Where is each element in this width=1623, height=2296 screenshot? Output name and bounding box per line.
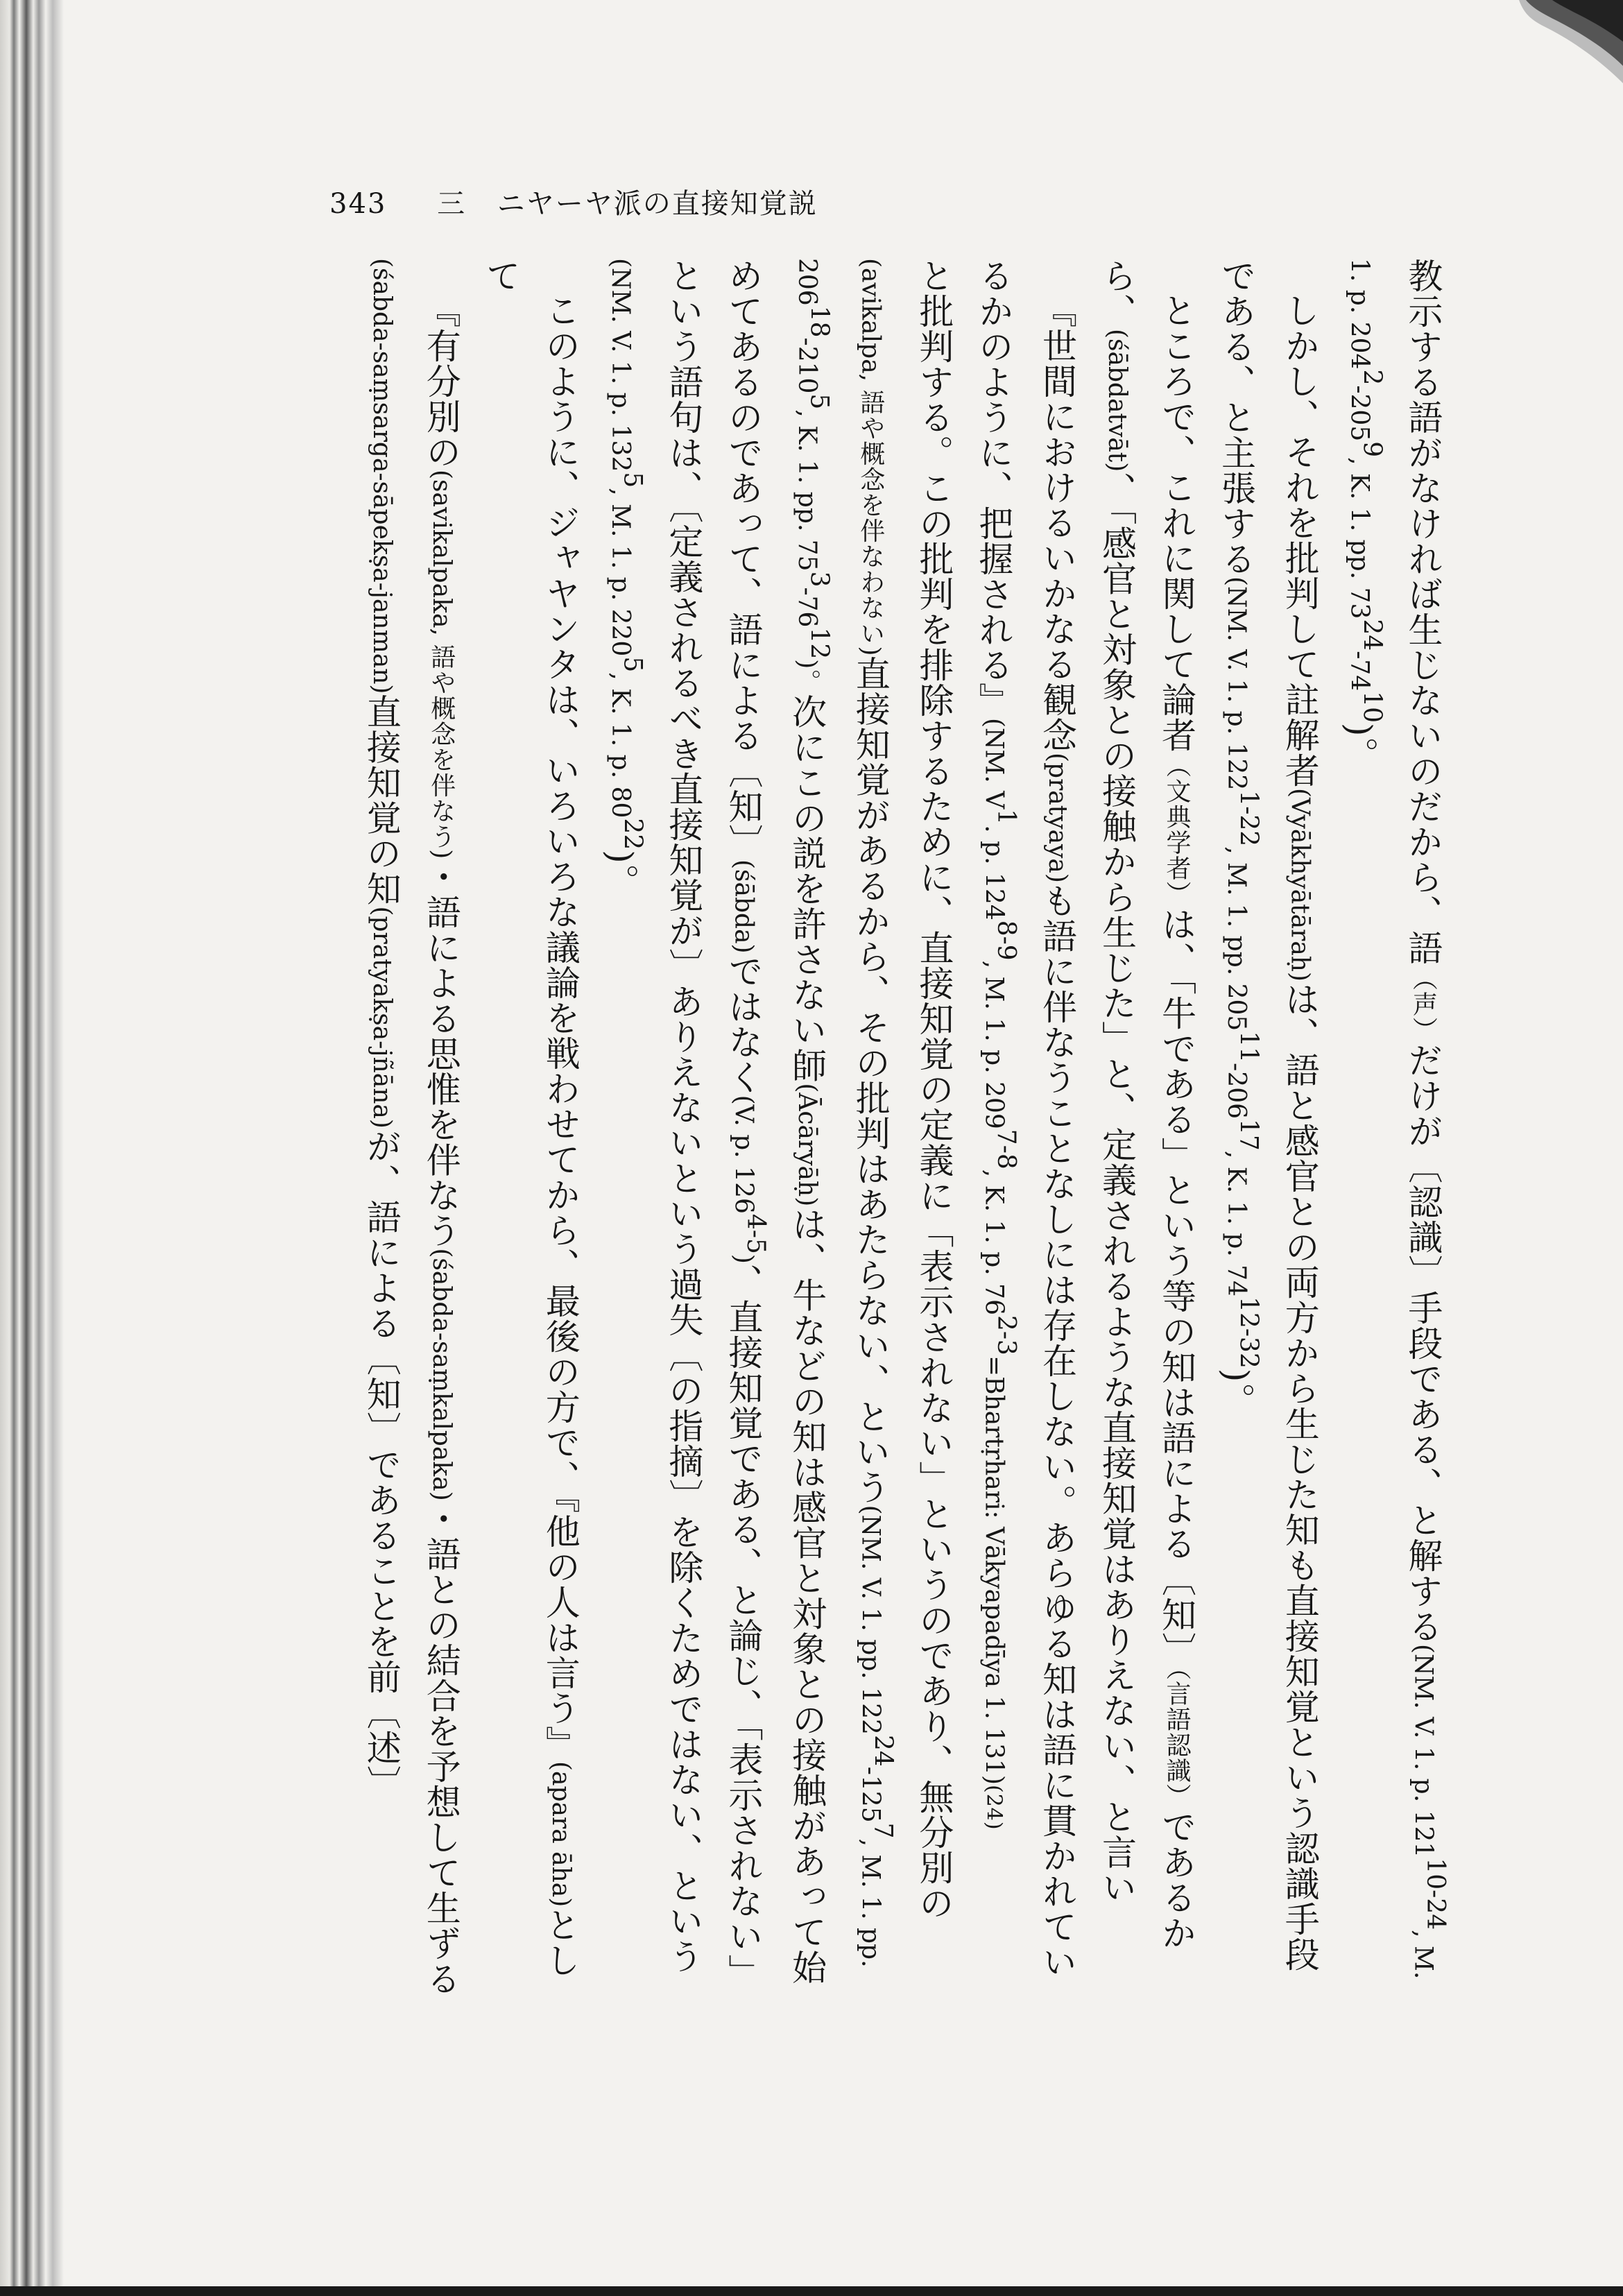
citation-text: (pratyakṣa-jñāna)	[367, 906, 396, 1129]
citation-text: , M. 1. p. 209	[979, 960, 1008, 1129]
citation-text: (Ācāryāḥ)	[793, 1083, 822, 1207]
citation-superscript: 11	[1234, 1031, 1263, 1063]
citation-text: . p. 124	[979, 825, 1008, 920]
text-segment: しかし、それを批判して註解者	[1279, 293, 1320, 788]
text-segment: 語や概念を伴なう	[427, 644, 456, 850]
vertical-body-text	[361, 258, 1457, 2006]
paragraph	[1206, 258, 1330, 2006]
text-segment: ・語との結合を予想して生ずる	[420, 1500, 461, 1996]
book-binding-shadow	[0, 0, 64, 2296]
citation-text: , K. 1. p. 74	[1222, 1150, 1251, 1297]
citation-text: , K. 1. pp. 75	[793, 409, 822, 572]
citation-text: )	[729, 1253, 758, 1264]
citation-text: (NM. V	[979, 718, 1008, 809]
citation-text: (NM. V. 1. pp. 122	[856, 1505, 885, 1735]
citation-text: , M. 1. p. 204	[1345, 258, 1438, 1980]
text-segment: と批判する。この批判を排除するために、直接知覚の定義に「表示されない」というのであり、無分別の	[913, 258, 954, 1921]
citation-text: , M. 1. p. 220	[606, 488, 635, 657]
citation-superscript: 1	[992, 809, 1021, 825]
citation-text: -206	[1222, 1063, 1251, 1120]
citation-text: )	[856, 646, 885, 656]
text-segment: )。	[1339, 723, 1380, 773]
citation-superscript: 24	[1357, 619, 1386, 651]
citation-text: , M. 1. pp. 205	[1222, 846, 1251, 1031]
text-segment: は、「牛である」という等の知は語による〔知〕	[1156, 907, 1197, 1668]
citation-text: -76	[793, 587, 822, 628]
paragraph	[1087, 258, 1206, 2006]
citation-superscript: 3	[805, 571, 834, 588]
text-segment: 語や概念を伴なわない	[856, 389, 885, 646]
citation-superscript: 5	[618, 472, 647, 488]
citation-text: , M. 1. pp. 206	[793, 258, 885, 1968]
text-segment: 教示する語がなければ生じないのだから、語	[1402, 258, 1443, 966]
citation-superscript: 5	[618, 656, 647, 673]
page-number: 343	[329, 188, 387, 220]
citation-superscript: 10-24	[1421, 1858, 1450, 1930]
citation-superscript: 1-22	[1234, 790, 1263, 847]
citation-superscript: 18	[805, 305, 834, 338]
citation-superscript: 12	[805, 627, 834, 660]
citation-text: (V. p. 126	[729, 1095, 758, 1214]
citation-superscript: 7-8	[992, 1129, 1021, 1170]
citation-text: , K. 1. p. 76	[979, 1169, 1008, 1315]
text-segment: （言語認識）	[1162, 1668, 1192, 1809]
citation-text: (pratyaya)	[1043, 753, 1072, 883]
paragraph	[352, 258, 471, 2006]
text-segment: が、語による〔知〕であることを前〔述〕	[361, 1128, 402, 1801]
citation-text: (śabda-saṃsarga-sāpekṣa-janman)	[367, 258, 396, 694]
text-segment: 『世間におけるいかなる観念	[1037, 293, 1078, 753]
text-segment: (24)	[981, 1785, 1006, 1831]
citation-text: -125	[856, 1766, 885, 1823]
scan-bottom-edge	[0, 2286, 1623, 2296]
running-header	[329, 182, 818, 221]
text-segment: 、「感官と対象との接触から生じた」と、定義されるような直接知覚はありえない、と言い	[1097, 472, 1137, 1905]
paragraph	[590, 258, 964, 2006]
citation-superscript: 12-32	[1234, 1296, 1263, 1369]
citation-text: (avikalpa,	[856, 258, 885, 390]
text-segment: は、語と感官との両方から生じた知も直接知覚という認識手段である、と主張する	[1216, 258, 1320, 1973]
text-segment: （声）	[1409, 966, 1438, 1043]
text-segment: 直接知覚の知	[361, 694, 402, 907]
text-segment: ・語による思惟を伴なう	[420, 859, 461, 1249]
citation-text: (savikalpaka,	[427, 470, 456, 644]
citation-superscript: 9	[1357, 441, 1386, 458]
citation-text: (NM. V. 1. p. 122	[1222, 576, 1251, 791]
text-segment: このように、ジャヤンタは、いろいろな議論を戦わせてから、最後の方で、『他の人は言う』	[540, 293, 581, 1761]
citation-text: -210	[793, 337, 822, 394]
citation-superscript: 5	[805, 393, 834, 410]
citation-superscript: 2-3	[992, 1314, 1021, 1355]
citation-text: )。	[793, 659, 822, 694]
text-segment: 、直接知覚である、と論じ、「表示されない」という語句は、〔定義されるべき直接知覚が〕ありえないという過失〔の指摘〕を除くためではない、という	[663, 258, 764, 1989]
citation-text: (NM. V. 1. p. 132	[606, 258, 635, 472]
citation-superscript: 10	[1357, 691, 1386, 723]
section-number: 三	[437, 188, 467, 220]
paragraph	[963, 258, 1087, 2006]
citation-text: , K. 1. p. 80	[606, 672, 635, 819]
text-segment: も語に伴なうことなしには存在しない。あらゆる知は語に貫かれているかのように、把握される』	[973, 258, 1078, 1980]
text-segment: だけが〔認識〕手段である、と解する	[1402, 1043, 1443, 1644]
citation-superscript: 17	[1234, 1119, 1263, 1151]
citation-text: (śābdatvāt)	[1103, 329, 1132, 472]
text-segment: )。	[1216, 1368, 1257, 1419]
paragraph	[1330, 258, 1457, 2006]
text-segment: であるから、	[1097, 258, 1197, 1951]
text-segment: 直接知覚があるから、その批判はあたらない、という	[850, 656, 891, 1505]
citation-superscript: 8-9	[992, 920, 1021, 961]
text-segment: ではなく	[723, 953, 764, 1095]
text-segment: （文典学者）	[1162, 753, 1192, 907]
text-segment: )。	[599, 850, 640, 900]
citation-text: )	[427, 849, 456, 859]
citation-superscript: 7	[868, 1822, 898, 1839]
citation-superscript: 2	[1357, 369, 1386, 386]
citation-text: , K. 1. pp. 73	[1345, 457, 1374, 619]
text-segment: 次にこの説を許さない師	[787, 694, 827, 1083]
citation-superscript: 22	[618, 818, 647, 850]
citation-text: -205	[1345, 385, 1374, 442]
citation-superscript: 24	[868, 1734, 898, 1767]
page-corner-shadow	[1519, 0, 1623, 90]
citation-text: (Vyākhyātāraḥ)	[1285, 788, 1314, 982]
citation-text: -74	[1345, 651, 1374, 692]
citation-text: (apara āha)	[546, 1761, 575, 1908]
citation-superscript: 4-5	[741, 1213, 771, 1254]
text-segment: として	[480, 258, 581, 1978]
citation-text: (śābda)	[729, 859, 758, 954]
text-segment: は、牛などの知は感官と対象との接触があって始めてあるのであって、語による〔知〕	[723, 258, 827, 1985]
text-segment: ところで、これに関して論者	[1156, 293, 1197, 753]
citation-text: (NM. V. 1. p. 121	[1409, 1644, 1438, 1858]
text-segment: 『有分別の	[420, 293, 461, 470]
paragraph	[471, 258, 590, 2006]
citation-text: =Bhartṛhari: Vākyapadīya 1. 131)	[979, 1355, 1008, 1785]
citation-text: (śabda-saṃkalpaka)	[427, 1248, 456, 1501]
chapter-title: ニヤーヤ派の直接知覚説	[497, 188, 818, 220]
